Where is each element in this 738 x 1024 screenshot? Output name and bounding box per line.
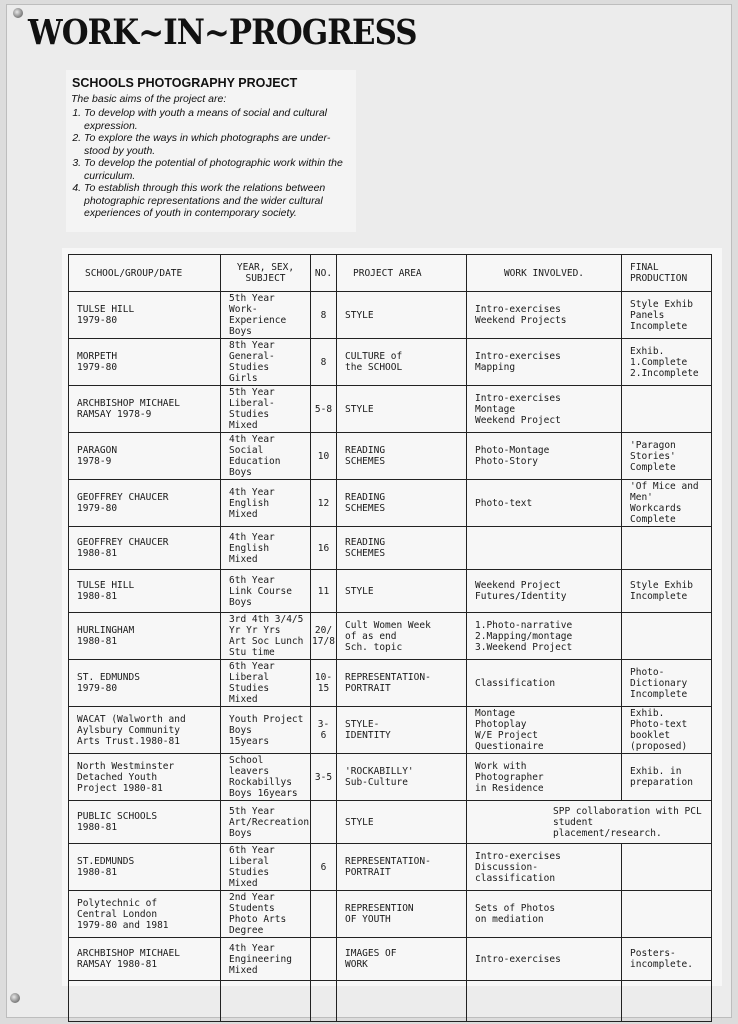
cell-area: CULTURE of the SCHOOL [337,339,467,386]
cell-no: 6 [311,844,337,891]
cell-area: STYLE [337,570,467,613]
cell-work: Weekend Project Futures/Identity [467,570,622,613]
header-no: NO. [311,255,337,292]
cell-no [311,891,337,938]
cell-empty [221,981,311,1022]
cell-area: REPRESENTION OF YOUTH [337,891,467,938]
table-row [69,527,712,570]
cell-final: Photo- Dictionary Incomplete [622,660,712,707]
cell-school: GEOFFREY CHAUCER 1979-80 [69,480,221,527]
cell-school: ST. EDMUNDS 1979-80 [69,660,221,707]
cell-empty [467,981,622,1022]
aims-intro: The basic aims of the project are: [71,93,227,105]
cell-school: PUBLIC SCHOOLS 1980-81 [69,801,221,844]
aims-box [66,70,356,232]
cell-work: Photo-Montage Photo-Story [467,433,622,480]
cell-final: Exhib. in preparation [622,754,712,801]
cell-school: PARAGON 1978-9 [69,433,221,480]
cell-no: 16 [311,527,337,570]
table-row [69,938,712,981]
cell-area: IMAGES OF WORK [337,938,467,981]
cell-area: READING SCHEMES [337,480,467,527]
page-title: WORK~IN~PROGRESS [28,12,417,53]
cell-final: Style Exhib Panels Incomplete [622,292,712,339]
cell-empty [311,981,337,1022]
cell-no: 12 [311,480,337,527]
cell-empty [622,981,712,1022]
project-table-panel [62,248,722,986]
cell-area: READING SCHEMES [337,433,467,480]
cell-year: 6th Year Link Course Boys [221,570,311,613]
cell-work: Intro-exercises Weekend Projects [467,292,622,339]
cell-final [622,844,712,891]
cell-no: 5-8 [311,386,337,433]
cell-empty [69,981,221,1022]
cell-area: READING SCHEMES [337,527,467,570]
cell-final [622,386,712,433]
cell-final: 'Paragon Stories' Complete [622,433,712,480]
cell-school: HURLINGHAM 1980-81 [69,613,221,660]
cell-area: STYLE [337,801,467,844]
cell-area: STYLE [337,292,467,339]
cell-work [467,527,622,570]
cell-no: 10 [311,433,337,480]
aim-item: 2. To explore the ways in which photographs are under-stood by youth. [84,132,350,157]
aim-item: 4. To establish through this work the relations between photographic representations and the wider cultural experiences of youth in contemporary society. [84,182,350,220]
cell-area: REPRESENTATION- PORTRAIT [337,660,467,707]
cell-year: 5th Year Work- Experience Boys [221,292,311,339]
cell-school: MORPETH 1979-80 [69,339,221,386]
cell-year: School leavers Rockabillys Boys 16years [221,754,311,801]
cell-school: ST.EDMUNDS 1980-81 [69,844,221,891]
project-table [68,254,712,1022]
cell-school: TULSE HILL 1980-81 [69,570,221,613]
aims-heading: SCHOOLS PHOTOGRAPHY PROJECT [72,76,298,90]
table-row [69,433,712,480]
header-school: SCHOOL/GROUP/DATE [69,255,221,292]
cell-work: Intro-exercises [467,938,622,981]
cell-work: Photo-text [467,480,622,527]
cell-year: 8th Year General- Studies Girls [221,339,311,386]
cell-school: Polytechnic of Central London 1979-80 and 1981 [69,891,221,938]
cell-area: STYLE- IDENTITY [337,707,467,754]
table-row [69,480,712,527]
pin-top-left [13,8,23,18]
cell-work: Montage Photoplay W/E Project Questionaire [467,707,622,754]
table-row [69,660,712,707]
cell-empty [337,981,467,1022]
table-row [69,844,712,891]
cell-work: Classification [467,660,622,707]
cell-year: 4th Year Social Education Boys [221,433,311,480]
cell-year: Youth Project Boys 15years [221,707,311,754]
cell-final: Posters- incomplete. [622,938,712,981]
cell-no: 10- 15 [311,660,337,707]
table-row [69,754,712,801]
cell-work: Sets of Photos on mediation [467,891,622,938]
cell-work: Intro-exercises Discussion- classification [467,844,622,891]
cell-final: Exhib. 1.Complete 2.Incomplete [622,339,712,386]
table-row [69,891,712,938]
cell-school: WACAT (Walworth and Aylsbury Community Arts Trust.1980-81 [69,707,221,754]
cell-school: GEOFFREY CHAUCER 1980-81 [69,527,221,570]
cell-year: 2nd Year Students Photo Arts Degree [221,891,311,938]
table-row [69,386,712,433]
cell-area: 'ROCKABILLY' Sub-Culture [337,754,467,801]
cell-no: 3-5 [311,754,337,801]
pin-bottom-left [10,993,20,1003]
cell-year: 5th Year Art/Recreation Boys [221,801,311,844]
cell-final [622,613,712,660]
cell-year: 6th Year Liberal Studies Mixed [221,660,311,707]
cell-final: Exhib. Photo-text booklet (proposed) [622,707,712,754]
cell-year: 5th Year Liberal- Studies Mixed [221,386,311,433]
header-year: YEAR, SEX, SUBJECT [221,255,311,292]
cell-work: Intro-exercises Mapping [467,339,622,386]
cell-school: ARCHBISHOP MICHAEL RAMSAY 1980-81 [69,938,221,981]
cell-year: 4th Year English Mixed [221,527,311,570]
cell-no [311,801,337,844]
table-row [69,292,712,339]
table-header-row [69,255,712,292]
table-row [69,707,712,754]
table-row [69,570,712,613]
header-final: FINAL PRODUCTION [622,255,712,292]
cell-school: TULSE HILL 1979-80 [69,292,221,339]
aims-list [70,107,350,220]
cell-final: Style Exhib Incomplete [622,570,712,613]
cell-work: 1.Photo-narrative 2.Mapping/montage 3.Weekend Project [467,613,622,660]
cell-area: REPRESENTATION- PORTRAIT [337,844,467,891]
cell-no [311,938,337,981]
cell-year: 3rd 4th 3/4/5 Yr Yr Yrs Art Soc Lunch Stu time [221,613,311,660]
table-row [69,339,712,386]
cell-area: Cult Women Week of as end Sch. topic [337,613,467,660]
cell-final: 'Of Mice and Men' Workcards Complete [622,480,712,527]
table-row [69,801,712,844]
cell-year: 4th Year Engineering Mixed [221,938,311,981]
header-area: PROJECT AREA [337,255,467,292]
cell-no: 3- 6 [311,707,337,754]
cell-area: STYLE [337,386,467,433]
header-work: WORK INVOLVED. [467,255,622,292]
aim-item: 3. To develop the potential of photographic work within the curriculum. [84,157,350,182]
table-row-empty [69,981,712,1022]
cell-work: SPP collaboration with PCL student placement/research. [467,801,712,844]
cell-work: Intro-exercises Montage Weekend Project [467,386,622,433]
cell-work: Work with Photographer in Residence [467,754,622,801]
cell-no: 8 [311,292,337,339]
cell-final [622,891,712,938]
cell-no: 20/ 17/8 [311,613,337,660]
aim-item: 1. To develop with youth a means of social and cultural expression. [84,107,350,132]
cell-year: 6th Year Liberal Studies Mixed [221,844,311,891]
cell-no: 11 [311,570,337,613]
cell-final [622,527,712,570]
table-row [69,613,712,660]
cell-school: ARCHBISHOP MICHAEL RAMSAY 1978-9 [69,386,221,433]
cell-year: 4th Year English Mixed [221,480,311,527]
cell-school: North Westminster Detached Youth Project 1980-81 [69,754,221,801]
cell-no: 8 [311,339,337,386]
